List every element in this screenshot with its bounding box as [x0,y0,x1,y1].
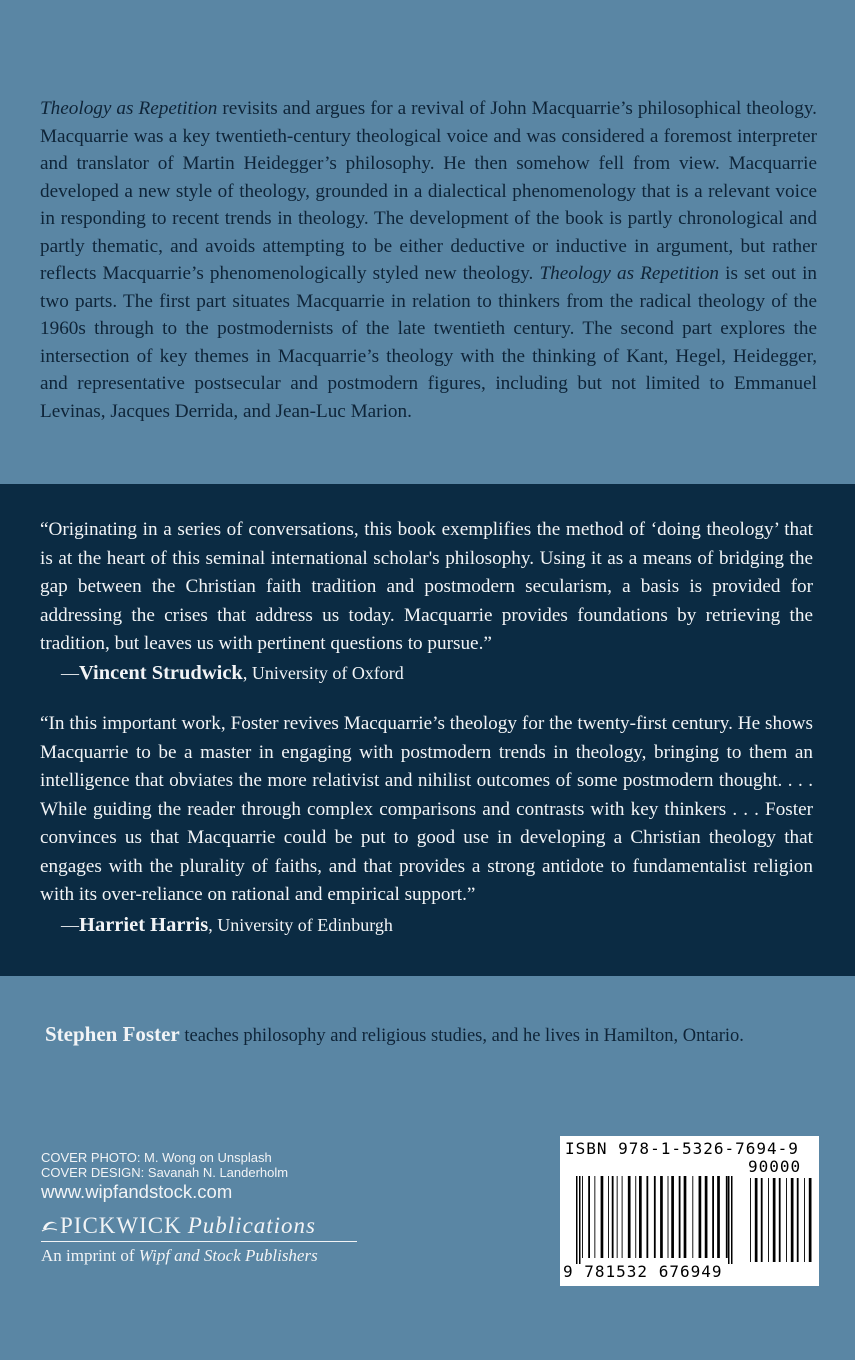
barcode-bar [731,1176,733,1264]
isbn-barcode [560,1136,819,1286]
pickwick-swirl-icon [41,1219,59,1233]
book-title-italic: Theology as Repetition [539,263,720,284]
barcode-bar [635,1176,636,1258]
barcode-bar [717,1176,720,1258]
publisher-rule [41,1241,357,1242]
barcode-bar [786,1178,787,1262]
barcode-bar [791,1178,794,1262]
reviews-section [0,484,855,976]
barcode-bar [728,1176,730,1264]
barcode-bar [668,1176,669,1258]
description-text: is set out in two parts. The first part situates Macquarrie in relation to thinkers from the radical theology of the 1960s through to the postmodernists of the late twentieth century. The second part explores the intersection of key themes in Macquarrie’s theology with the thinking of Kant, Hegel, Heidegger, and representative postsecular and postmodern figures, including but not limited to Emmanuel Levinas, Jacques Derrida, and Jean-Luc Marion. [40,263,817,422]
barcode-bar [726,1176,728,1258]
barcode-bar [660,1176,663,1258]
barcode-bar [671,1176,674,1258]
review-attribution [61,914,393,937]
barcode-bar [617,1176,618,1258]
description-text: revisits and argues for a revival of John Macquarrie’s philosophical theology. Macquarrie was a key twentieth-century theological voice and was considered a foremost interpreter and translator of Martin Heidegger’s philosophy. He then somehow fell from view. Macquarrie developed a new style of theology, grounded in a dialectical phenomenology that is a relevant voice in responding to recent trends in theology. The development of the book is partly chronological and partly thematic, and avoids attempting to be either deductive or inductive in argument, but rather reflects Macquarrie’s phenomenologically styled new theology. [40,98,817,284]
price-code: 90000 [748,1157,802,1176]
book-description [40,95,817,425]
review-quote: “In this important work, Foster revives Macquarrie’s theology for the twenty-first century. He shows Macquarrie to be a master in engaging with postmodern trends in theology, bringing to them an intelligence that obviates the more relativist and nihilist outcomes of some postmodern thought. . . . While guiding the reader through complex comparisons and contrasts with key thinkers . . . Foster convinces us that Macquarrie could be put to good use in developing a Christian theology that engages with the plurality of faiths, and that provides a strong antidote to fundamentalist religion with its over-reliance on rational and empirical support.” [40,713,813,905]
barcode-bar [712,1176,714,1258]
book-title-italic: Theology as Repetition [40,98,218,119]
publisher-logo [41,1213,357,1266]
author-name: Stephen Foster [45,1022,180,1046]
barcode-bar [628,1176,631,1258]
isbn-text: ISBN 978-1-5326-7694-9 [565,1139,799,1158]
barcode-bar [594,1176,595,1258]
publisher-website: www.wipfandstock.com [41,1181,233,1202]
ean-digits: 9 781532 676949 [563,1262,723,1281]
barcode-bar [804,1178,805,1262]
imprint-name: Wipf and Stock Publishers [138,1246,318,1265]
publisher-publications: Publications [187,1213,317,1238]
barcode-bar [646,1176,648,1258]
publisher-brand: PICKWICK [60,1213,182,1238]
author-bio-text: teaches philosophy and religious studies, and he lives in Hamilton, Ontario. [179,1026,744,1046]
barcode-bar [576,1176,578,1264]
imprint-line [41,1246,357,1266]
barcode-bar [622,1176,623,1258]
review-quote: “Originating in a series of conversations, this book exemplifies the method of ‘doing theology’ that is at the heart of this seminal international scholar's philosophy. Using it as a means of bridging the gap between the Christian faith tradition and postmodern secularism, a basis is provided for addressing the crises that address us today. Macquarrie provides foundations by retrieving the tradition, but leaves us with pertinent questions to pursue.” [40,519,813,654]
attribution-dash: — [61,915,79,935]
barcode-bar [692,1176,693,1258]
barcode-bar [750,1178,751,1262]
barcode-bar [809,1178,812,1262]
review-attribution [61,662,404,685]
barcode-bar [797,1178,799,1262]
barcode-bar [705,1176,708,1258]
barcode-bar [608,1176,609,1258]
barcode-bar [654,1176,656,1258]
barcode-bar [761,1178,763,1262]
barcode-bar [582,1176,583,1258]
publisher-name [41,1213,357,1239]
reviewer-name: Harriet Harris [79,914,209,936]
author-bio [45,1022,825,1047]
barcode-bar [679,1176,681,1258]
cover-photo-credit: COVER PHOTO: M. Wong on Unsplash [41,1150,272,1165]
reviewer-affiliation: , University of Oxford [242,663,404,683]
barcode-bar [779,1178,781,1262]
barcode-bar [579,1176,581,1264]
barcode-bar [601,1176,604,1258]
barcode-bar [755,1178,758,1262]
reviewer-name: Vincent Strudwick [79,662,243,684]
cover-credits [41,1150,289,1202]
barcode-bar [773,1178,776,1262]
barcode-bar [588,1176,590,1258]
attribution-dash: — [61,663,79,683]
barcode-bar [612,1176,614,1258]
cover-design-credit: COVER DESIGN: Savanah N. Landerholm [41,1165,289,1180]
barcode-bar [684,1176,687,1258]
barcode-bar [699,1176,702,1258]
imprint-prefix: An imprint of [41,1246,139,1265]
barcode-bar [768,1178,769,1262]
barcode-bar [639,1176,642,1258]
reviewer-affiliation: , University of Edinburgh [208,915,393,935]
